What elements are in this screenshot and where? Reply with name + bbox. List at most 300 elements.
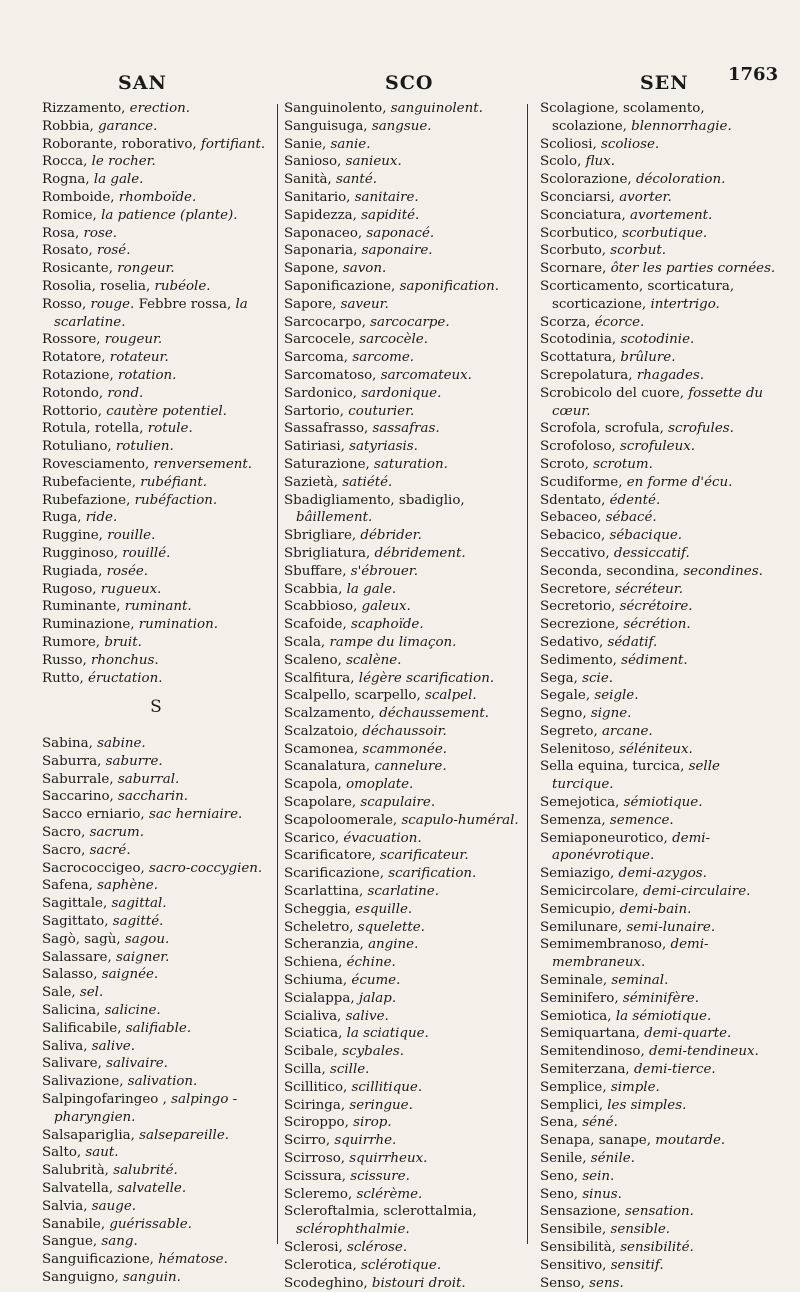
column-middle — [284, 100, 520, 1292]
dictionary-entry — [42, 913, 270, 931]
dictionary-entry — [284, 563, 520, 581]
entry-translation: scrofuleux. — [619, 439, 696, 455]
entry-translation: selle turcique. — [552, 759, 720, 793]
dictionary-entry — [540, 990, 778, 1008]
entry-translation: scorbutique. — [622, 225, 708, 241]
dictionary-entry — [540, 972, 778, 990]
entry-headword: Rugiada, — [42, 563, 107, 579]
entry-translation: sagou. — [124, 931, 170, 947]
entry-translation: scille. — [330, 1062, 370, 1078]
entry-headword: Sarcocarpo, — [284, 314, 371, 330]
entry-headword: Sarcomatoso, — [284, 367, 381, 383]
entry-translation: fossette du cœur. — [552, 385, 764, 419]
entry-translation: scaphoïde. — [350, 617, 424, 633]
entry-translation: décoloration. — [635, 172, 726, 188]
entry-headword: Scalzatoio, — [284, 723, 363, 739]
entry-headword: Rizzamento, — [42, 101, 130, 116]
entry-translation: scissure. — [350, 1168, 410, 1184]
entry-headword: Saponaria, — [284, 243, 362, 259]
entries-sco — [284, 100, 520, 1292]
entry-translation: rampe du limaçon. — [329, 634, 457, 650]
entry-headword: Sagittale, — [42, 896, 112, 912]
dictionary-entry — [540, 1275, 778, 1292]
entry-translation: bruit. — [104, 634, 142, 650]
dictionary-entry — [284, 474, 520, 492]
dictionary-entry — [540, 758, 778, 794]
entry-translation: sécrétion. — [623, 617, 691, 633]
entry-translation: sémiotique. — [623, 795, 703, 811]
entry-translation: rongeur. — [117, 261, 175, 277]
entry-translation: la sciatique. — [346, 1026, 429, 1042]
entry-translation: rose. — [83, 225, 118, 241]
dictionary-entry — [284, 367, 520, 385]
dictionary-entry — [42, 616, 270, 634]
dictionary-entry — [284, 171, 520, 189]
dictionary-entry — [42, 456, 270, 474]
entry-headword: Scamonea, — [284, 741, 363, 757]
entry-headword: Rosolia, roselia, — [42, 278, 155, 294]
entry-translation: ride. — [85, 510, 118, 526]
entry-headword: Rubefaciente, — [42, 474, 141, 490]
dictionary-entry — [540, 812, 778, 830]
dictionary-entry — [284, 723, 520, 741]
entry-headword: Saccarino, — [42, 789, 119, 805]
entry-translation: sauge. — [91, 1198, 137, 1214]
dictionary-entry — [284, 901, 520, 919]
dictionary-entry — [42, 260, 270, 278]
entry-translation: sacrum. — [89, 825, 144, 841]
entry-headword: Saponificazione, — [284, 278, 400, 294]
dictionary-entry — [540, 1008, 778, 1026]
entry-translation: sabine. — [97, 736, 146, 752]
dictionary-entry — [540, 723, 778, 741]
entry-translation: le rocher. — [91, 154, 156, 170]
entry-translation: rugueux. — [100, 581, 162, 597]
entry-headword: Sardonico, — [284, 385, 362, 401]
entry-translation: la sémiotique. — [615, 1008, 712, 1024]
entry-translation: renversement. — [153, 456, 253, 472]
dictionary-entry — [42, 1144, 270, 1162]
entry-headword: Rottorio, — [42, 403, 107, 419]
entry-headword: Scapolare, — [284, 795, 361, 811]
entry-headword: Sanità, — [284, 172, 336, 188]
entries-r — [42, 100, 270, 687]
entry-translation: saburre. — [105, 753, 163, 769]
entry-translation: rubéfaction. — [134, 492, 218, 508]
entry-headword: Semicupio, — [540, 901, 620, 917]
dictionary-entry — [284, 1079, 520, 1097]
dictionary-entry — [540, 705, 778, 723]
dictionary-entry — [42, 1073, 270, 1091]
dictionary-entry — [284, 492, 520, 528]
entry-translation: blennorrhagie. — [631, 118, 732, 134]
entry-headword: Rutto, — [42, 670, 89, 686]
dictionary-entry — [284, 687, 520, 705]
entry-headword: Sedimento, — [540, 652, 622, 668]
dictionary-entry — [540, 474, 778, 492]
dictionary-entry — [284, 207, 520, 225]
entry-translation: scie. — [582, 670, 614, 686]
entry-translation: sangsue. — [371, 118, 432, 134]
entry-headword: Scarlattina, — [284, 884, 368, 900]
dictionary-entry — [284, 652, 520, 670]
dictionary-entry — [284, 634, 520, 652]
dictionary-entry — [42, 1180, 270, 1198]
entry-translation: scotodinie. — [620, 332, 695, 348]
entry-translation: semi-lunaire. — [626, 919, 716, 935]
dictionary-entry — [284, 1132, 520, 1150]
dictionary-entry — [284, 1275, 520, 1292]
entry-headword: Scotodinia, — [540, 332, 621, 348]
entry-translation: omoplate. — [346, 777, 414, 793]
entry-translation: jalap. — [358, 990, 397, 1006]
entry-translation: seringue. — [349, 1097, 413, 1113]
dictionary-entry — [540, 1168, 778, 1186]
dictionary-entry — [284, 1203, 520, 1239]
dictionary-entry — [42, 545, 270, 563]
entry-headword: Sacro, — [42, 842, 90, 858]
entry-headword: Scirroso, — [284, 1151, 350, 1167]
entry-translation: demi-bain. — [619, 901, 692, 917]
dictionary-entry — [42, 1002, 270, 1020]
entry-translation: sécréteur. — [615, 581, 683, 597]
entry-headword: Russo, — [42, 652, 92, 668]
entry-headword: Sapone, — [284, 261, 343, 277]
entry-headword: Sarcocele, — [284, 332, 360, 348]
entry-headword: Sanguisuga, — [284, 118, 372, 134]
entry-headword: Sabina, — [42, 736, 98, 752]
entry-headword: Sacco erniario, — [42, 807, 149, 823]
entry-headword: Semicircolare, — [540, 884, 643, 900]
entry-translation: rosée. — [106, 563, 149, 579]
dictionary-entry — [540, 652, 778, 670]
entry-translation: saponaire. — [361, 243, 433, 259]
entry-translation: demi-tierce. — [633, 1062, 716, 1078]
dictionary-entry — [540, 670, 778, 688]
entry-translation: rosé. — [96, 243, 131, 259]
entry-headword: Rumore, — [42, 634, 105, 650]
entry-headword: Schiuma, — [284, 973, 352, 989]
dictionary-entry — [42, 598, 270, 616]
dictionary-entry — [42, 420, 270, 438]
dictionary-entry — [540, 509, 778, 527]
entry-translation: séminifère. — [622, 990, 699, 1006]
entry-translation: fortifiant. — [200, 136, 266, 152]
entry-subtranslation: la scarlatine. — [54, 296, 248, 330]
entry-headword: Sagò, sagù, — [42, 931, 125, 947]
entry-translation: sang. — [101, 1234, 138, 1250]
entry-headword: Scorbutico, — [540, 225, 623, 241]
entry-headword: Rogna, — [42, 172, 94, 188]
dictionary-entry — [42, 207, 270, 225]
dictionary-entry — [42, 1055, 270, 1073]
entry-translation: scarlatine. — [367, 884, 439, 900]
dictionary-entry — [42, 189, 270, 207]
dictionary-entry — [284, 242, 520, 260]
dictionary-entry — [42, 100, 270, 118]
entry-headword: Sassafrasso, — [284, 421, 373, 437]
entry-headword: Sanguificazione, — [42, 1252, 159, 1268]
dictionary-entry — [540, 1043, 778, 1061]
entry-headword: Salpingofaringeo , — [42, 1092, 172, 1108]
entry-translation: scrofules. — [668, 421, 734, 437]
entry-headword: Sacrococcigeo, — [42, 860, 150, 876]
dictionary-entry — [42, 652, 270, 670]
entry-headword: Semiotica, — [540, 1008, 616, 1024]
dictionary-entry — [284, 990, 520, 1008]
entry-translation: en forme d'écu. — [626, 474, 733, 490]
entry-translation: écorce. — [594, 314, 645, 330]
dictionary-entry — [42, 509, 270, 527]
dictionary-entry — [42, 842, 270, 860]
entry-headword: Sedativo, — [540, 634, 608, 650]
entry-headword: Rosso, — [42, 296, 91, 312]
dictionary-entry — [42, 1038, 270, 1056]
dictionary-entry — [540, 936, 778, 972]
running-head-right: SEN — [640, 72, 689, 94]
entry-translation: échine. — [346, 955, 396, 971]
dictionary-entry — [284, 919, 520, 937]
running-head-middle: SCO — [385, 72, 434, 94]
dictionary-entry — [284, 1150, 520, 1168]
entry-headword: Salificabile, — [42, 1020, 126, 1036]
dictionary-entry — [42, 753, 270, 771]
entry-translation: scapulaire. — [360, 795, 436, 811]
entry-translation: garance. — [98, 118, 158, 134]
dictionary-entry — [540, 919, 778, 937]
entry-headword: Scillitico, — [284, 1079, 352, 1095]
entry-headword: Sciatica, — [284, 1026, 347, 1042]
entry-headword: Salivazione, — [42, 1074, 128, 1090]
dictionary-entry — [284, 1008, 520, 1026]
entry-headword: Scottatura, — [540, 350, 621, 366]
dictionary-entry — [284, 260, 520, 278]
dictionary-entry — [42, 385, 270, 403]
entry-headword: Ruggine, — [42, 528, 108, 544]
entry-translation: rouillé. — [122, 545, 171, 561]
entry-headword: Sazietà, — [284, 474, 343, 490]
dictionary-entry — [540, 385, 778, 421]
entry-headword: Scabbia, — [284, 581, 347, 597]
entry-translation: écume. — [351, 973, 401, 989]
dictionary-entry — [540, 349, 778, 367]
dictionary-entry — [540, 563, 778, 581]
entry-translation: sacré. — [89, 842, 131, 858]
dictionary-entry — [42, 1269, 270, 1287]
entry-headword: Satiriasi, — [284, 439, 350, 455]
entry-headword: Scapola, — [284, 777, 347, 793]
entry-translation: bistouri droit. — [371, 1275, 466, 1291]
dictionary-entry — [284, 420, 520, 438]
dictionary-entry — [540, 901, 778, 919]
dictionary-entry — [284, 972, 520, 990]
entry-headword: Sella equina, turcica, — [540, 759, 689, 775]
dictionary-entry — [540, 189, 778, 207]
entry-headword: Saliva, — [42, 1038, 92, 1054]
entry-translation: salivaire. — [106, 1056, 168, 1072]
dictionary-entry — [42, 527, 270, 545]
entry-headword: Seminale, — [540, 973, 612, 989]
dictionary-entry — [540, 581, 778, 599]
dictionary-entry — [540, 1079, 778, 1097]
entry-headword: Sebacico, — [540, 528, 610, 544]
entry-headword: Scabbioso, — [284, 599, 362, 615]
entry-translation: évacuation. — [343, 830, 422, 846]
dictionary-entry — [540, 794, 778, 812]
entry-translation: scapulo-huméral. — [401, 812, 519, 828]
entry-translation: intertrigo. — [650, 296, 720, 312]
entry-translation: sclérose. — [347, 1240, 408, 1255]
entry-headword: Scorbuto, — [540, 243, 611, 259]
entry-translation: sécrétoire. — [619, 599, 693, 615]
entry-headword: Scrofola, scrofula, — [540, 421, 669, 437]
dictionary-entry — [284, 1257, 520, 1275]
dictionary-entry — [284, 847, 520, 865]
entry-translation: cautère potentiel. — [106, 403, 227, 419]
dictionary-entry — [540, 207, 778, 225]
entry-headword: Scrobicolo del cuore, — [540, 385, 689, 401]
column-left — [42, 100, 270, 1287]
dictionary-entry — [42, 670, 270, 688]
entry-headword: Romboide, — [42, 189, 119, 205]
entry-translation: rotulien. — [115, 439, 174, 455]
entry-headword: Rotazione, — [42, 367, 118, 383]
entry-translation: rotation. — [117, 367, 177, 383]
dictionary-entry — [284, 278, 520, 296]
dictionary-entry — [284, 598, 520, 616]
entry-translation: sein. — [582, 1168, 615, 1184]
entry-headword: Rotatore, — [42, 350, 110, 366]
entry-headword: Sconciatura, — [540, 207, 631, 223]
dictionary-entry — [284, 776, 520, 794]
entry-translation: squirrheux. — [349, 1151, 428, 1167]
entry-translation: arcane. — [601, 723, 653, 739]
entry-translation: couturier. — [348, 403, 415, 419]
entry-translation: dessiccatif. — [613, 545, 690, 561]
entry-translation: sanguinolent. — [390, 101, 483, 116]
entry-translation: sanguin. — [123, 1270, 181, 1285]
dictionary-entry — [540, 865, 778, 883]
entry-translation: savon. — [342, 261, 387, 277]
dictionary-entry — [284, 349, 520, 367]
entry-headword: Rotuliano, — [42, 439, 116, 455]
entry-translation: squelette. — [357, 919, 425, 935]
entry-headword: Rugginoso, — [42, 545, 123, 561]
entry-headword: Salubrità, — [42, 1163, 114, 1179]
entry-headword: Scodeghino, — [284, 1275, 372, 1291]
entry-translation: rhonchus. — [91, 652, 159, 668]
dictionary-entry — [42, 136, 270, 154]
dictionary-entry — [42, 1233, 270, 1251]
entry-headword: Scirro, — [284, 1133, 335, 1149]
entry-headword: Semejotica, — [540, 795, 624, 811]
entry-headword: Sanioso, — [284, 154, 346, 170]
entry-translation: légère scarification. — [358, 670, 495, 686]
dictionary-entry — [540, 367, 778, 385]
entry-translation: signe. — [590, 706, 632, 722]
entry-headword: Seno, — [540, 1186, 583, 1202]
entry-headword: Sapidezza, — [284, 207, 362, 223]
dictionary-entry — [284, 758, 520, 776]
dictionary-entry — [540, 1221, 778, 1239]
dictionary-entry — [42, 225, 270, 243]
entry-translation: scybales. — [342, 1044, 405, 1060]
dictionary-entry — [540, 225, 778, 243]
entry-translation: éructation. — [88, 670, 163, 686]
entry-translation: sclérophthalmie. — [296, 1222, 410, 1238]
entry-headword: Semplici, — [540, 1097, 608, 1113]
entry-headword: Rubefazione, — [42, 492, 135, 508]
dictionary-entry — [540, 1061, 778, 1079]
dictionary-entry — [42, 1127, 270, 1145]
dictionary-entry — [42, 806, 270, 824]
dictionary-entry — [284, 581, 520, 599]
entry-translation: les simples. — [607, 1097, 687, 1113]
dictionary-entry — [42, 1162, 270, 1180]
entry-subheadword: Febbre rossa, — [134, 296, 236, 312]
entry-headword: Roborante, roborativo, — [42, 136, 201, 152]
entry-translation: sapidité. — [361, 207, 420, 223]
entry-headword: Salicina, — [42, 1003, 105, 1019]
entry-headword: Saponaceo, — [284, 225, 367, 241]
entry-translation: scarificateur. — [380, 848, 469, 864]
entry-translation: scalène. — [346, 652, 402, 668]
entry-headword: Rossore, — [42, 332, 105, 348]
entry-headword: Scialappa, — [284, 990, 359, 1006]
dictionary-entry — [540, 1097, 778, 1115]
entry-translation: débrider. — [360, 528, 422, 544]
entry-headword: Ruga, — [42, 510, 86, 526]
entry-translation: déchaussement. — [379, 706, 489, 722]
entry-translation: saphène. — [97, 878, 158, 894]
entry-headword: Romice, — [42, 207, 102, 223]
dictionary-entry — [540, 260, 778, 278]
entry-headword: Salivare, — [42, 1056, 107, 1072]
entry-headword: Scarico, — [284, 830, 344, 846]
entry-headword: Rosa, — [42, 225, 84, 241]
entry-headword: Sagittato, — [42, 914, 113, 930]
entry-translation: brûlure. — [620, 350, 676, 366]
dictionary-entry — [284, 616, 520, 634]
dictionary-entry — [284, 1097, 520, 1115]
entry-headword: Sanabile, — [42, 1216, 110, 1232]
entry-translation: semence. — [609, 812, 674, 828]
entry-headword: Scheggia, — [284, 901, 356, 917]
entry-headword: Sacro, — [42, 825, 90, 841]
dictionary-entry — [540, 1025, 778, 1043]
dictionary-entry — [540, 153, 778, 171]
entry-translation: la gale. — [346, 581, 397, 597]
entry-headword: Scolorazione, — [540, 172, 636, 188]
entry-translation: sens. — [589, 1275, 624, 1291]
entry-headword: Semiazigo, — [540, 866, 619, 882]
dictionary-entry — [540, 1203, 778, 1221]
dictionary-entry — [284, 954, 520, 972]
dictionary-entry — [284, 741, 520, 759]
entry-headword: Sconciarsi, — [540, 189, 620, 205]
dictionary-entry — [42, 349, 270, 367]
column-right — [540, 100, 778, 1292]
dictionary-entry — [42, 438, 270, 456]
entry-translation: saburral. — [117, 771, 180, 787]
dictionary-entry — [284, 812, 520, 830]
entries-sen — [540, 100, 778, 1292]
entry-translation: sensibilité. — [620, 1240, 694, 1255]
entry-translation: demi-aponévrotique. — [552, 830, 711, 864]
dictionary-entry — [42, 367, 270, 385]
dictionary-entry — [540, 314, 778, 332]
entry-translation: demi-membraneux. — [552, 937, 709, 971]
